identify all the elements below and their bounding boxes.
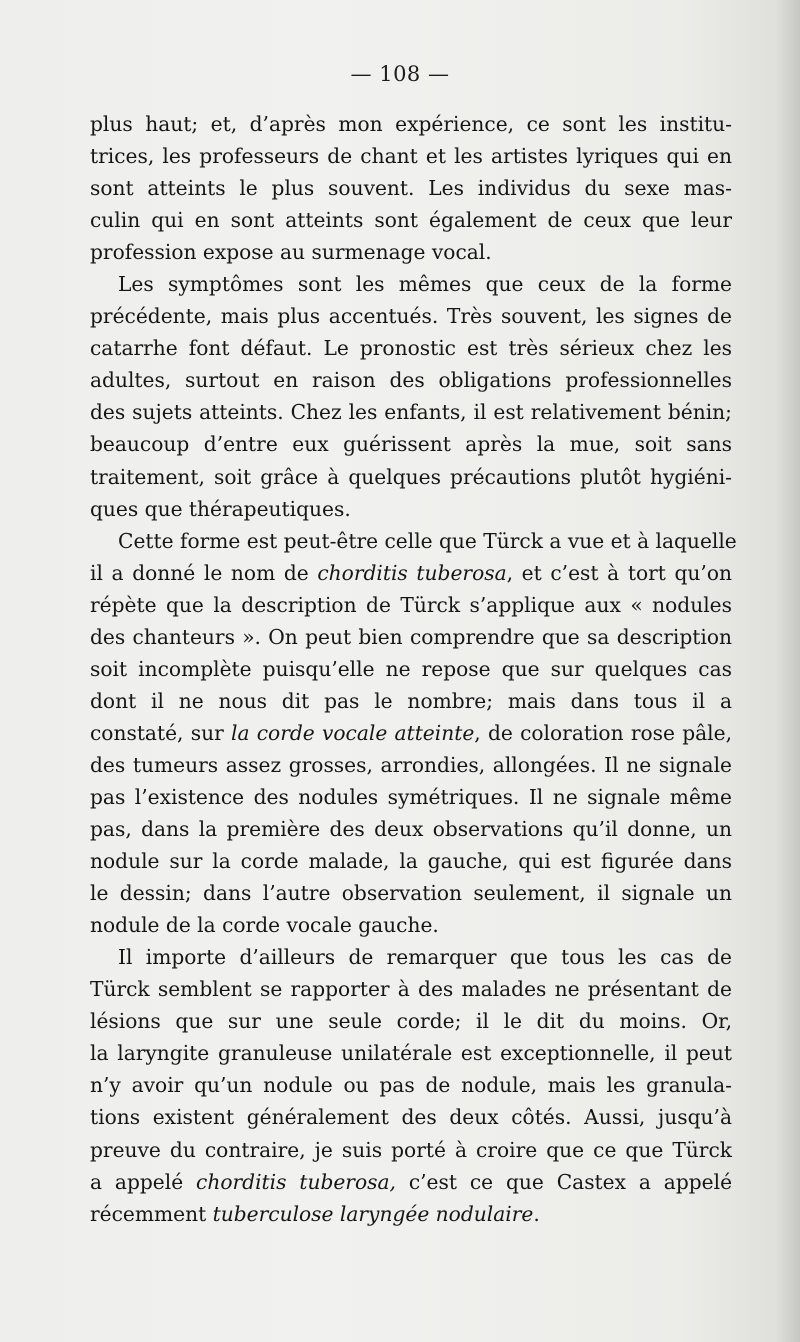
text-line [90,268,732,300]
text-line [90,877,732,909]
body-text [90,108,737,1230]
text-segment: , et c’est à tort qu’on [506,560,732,585]
text-line [90,1069,732,1101]
text-segment: il a donné le nom de [90,560,318,585]
text-line [90,1101,732,1133]
text-line [90,781,732,813]
text-line [90,621,732,653]
text-segment: Il importe d’ailleurs de remarquer que tous les cas de [118,945,732,970]
text-segment: nodule sur la corde malade, la gauche, qui est figurée dans [90,849,732,874]
text-line [90,108,732,140]
text-line [90,653,732,685]
text-line [90,557,732,589]
italic-text: tuberculose laryngée nodulaire [212,1201,534,1226]
text-line [90,204,732,236]
text-segment: nodule de la corde vocale gauche. [90,913,439,938]
text-line [90,749,732,781]
text-line [90,364,732,396]
text-line [90,140,732,172]
text-line [90,428,732,460]
italic-text: chorditis tuberosa [317,560,507,585]
text-line [90,589,732,621]
text-segment: c’est ce que Castex a appelé [395,1169,733,1194]
text-line [90,845,732,877]
text-segment: des chanteurs ». On peut bien comprendre que sa description [90,624,732,649]
text-segment: traitement, soit grâce à quelques précautions plutôt hygiéni- [90,464,732,489]
text-line [90,1166,732,1198]
text-segment: récemment [90,1201,213,1226]
text-line [90,525,737,557]
text-segment: des sujets atteints. Chez les enfants, il est relativement bénin; [90,400,732,425]
text-segment: culin qui en sont atteints sont également de ceux que leur [90,208,732,233]
text-segment: répète que la description de Türck s’applique aux « nodules [90,592,732,617]
text-line [90,973,732,1005]
text-line [90,1005,732,1037]
text-segment: sont atteints le plus souvent. Les individus du sexe mas- [90,176,732,201]
text-segment: le dessin; dans l’autre observation seulement, il signale un [90,881,732,906]
text-segment: preuve du contraire, je suis porté à croire que ce que Türck [90,1137,732,1162]
text-line [90,717,732,749]
text-segment: catarrhe font défaut. Le pronostic est très sérieux chez les [90,336,732,361]
text-line [90,172,732,204]
text-segment: a appelé [90,1169,197,1194]
text-line [90,685,732,717]
text-segment: adultes, surtout en raison des obligations professionnelles [90,368,732,393]
text-line [90,813,732,845]
text-line [90,1037,732,1069]
text-segment: soit incomplète puisqu’elle ne repose que sur quelques cas [90,656,732,681]
text-segment: , de coloration rose pâle, [474,720,732,745]
text-segment: Les symptômes sont les mêmes que ceux de la forme [118,272,732,297]
text-line [90,1198,732,1230]
text-segment: tions existent généralement des deux côtés. Aussi, jusqu’à [90,1105,732,1130]
text-line [90,332,732,364]
text-segment: n’y avoir qu’un nodule ou pas de nodule, mais les granula- [90,1073,732,1098]
text-segment: précédente, mais plus accentués. Très souvent, les signes de [90,304,732,329]
text-line [90,236,732,268]
text-line [90,300,732,332]
text-line [90,909,732,941]
text-segment: Türck semblent se rapporter à des malades ne présentant de [90,977,732,1002]
italic-text: la corde vocale atteinte [230,720,475,745]
text-segment: Cette forme est peut-être celle que Türck a vue et à laquelle [118,528,737,553]
text-segment: beaucoup d’entre eux guérissent après la mue, soit sans [90,432,732,457]
text-segment: pas l’existence des nodules symétriques. Il ne signale même [90,784,732,809]
text-line [90,396,732,428]
italic-text: chorditis tuberosa, [196,1169,396,1194]
text-segment: constaté, sur [90,720,231,745]
text-segment: plus haut; et, d’après mon expérience, ce sont les institu- [90,112,732,136]
page-number: — 108 — [350,62,450,86]
text-line [90,941,732,973]
text-segment: des tumeurs assez grosses, arrondies, allongées. Il ne signale [90,752,732,777]
text-segment: pas, dans la première des deux observations qu’il donne, un [90,817,732,842]
text-segment: lésions que sur une seule corde; il le dit du moins. Or, [90,1009,732,1034]
text-line [90,493,732,525]
text-segment: profession expose au surmenage vocal. [90,240,492,265]
page-edge-shadow [776,0,800,1342]
text-line [90,1134,732,1166]
text-segment: la laryngite granuleuse unilatérale est exceptionnelle, il peut [90,1041,732,1066]
text-segment: trices, les professeurs de chant et les artistes lyriques qui en [90,144,732,169]
text-segment: ques que thérapeutiques. [90,496,351,521]
text-segment: . [533,1201,540,1226]
text-line [90,461,732,493]
text-segment: dont il ne nous dit pas le nombre; mais dans tous il a [90,688,732,713]
